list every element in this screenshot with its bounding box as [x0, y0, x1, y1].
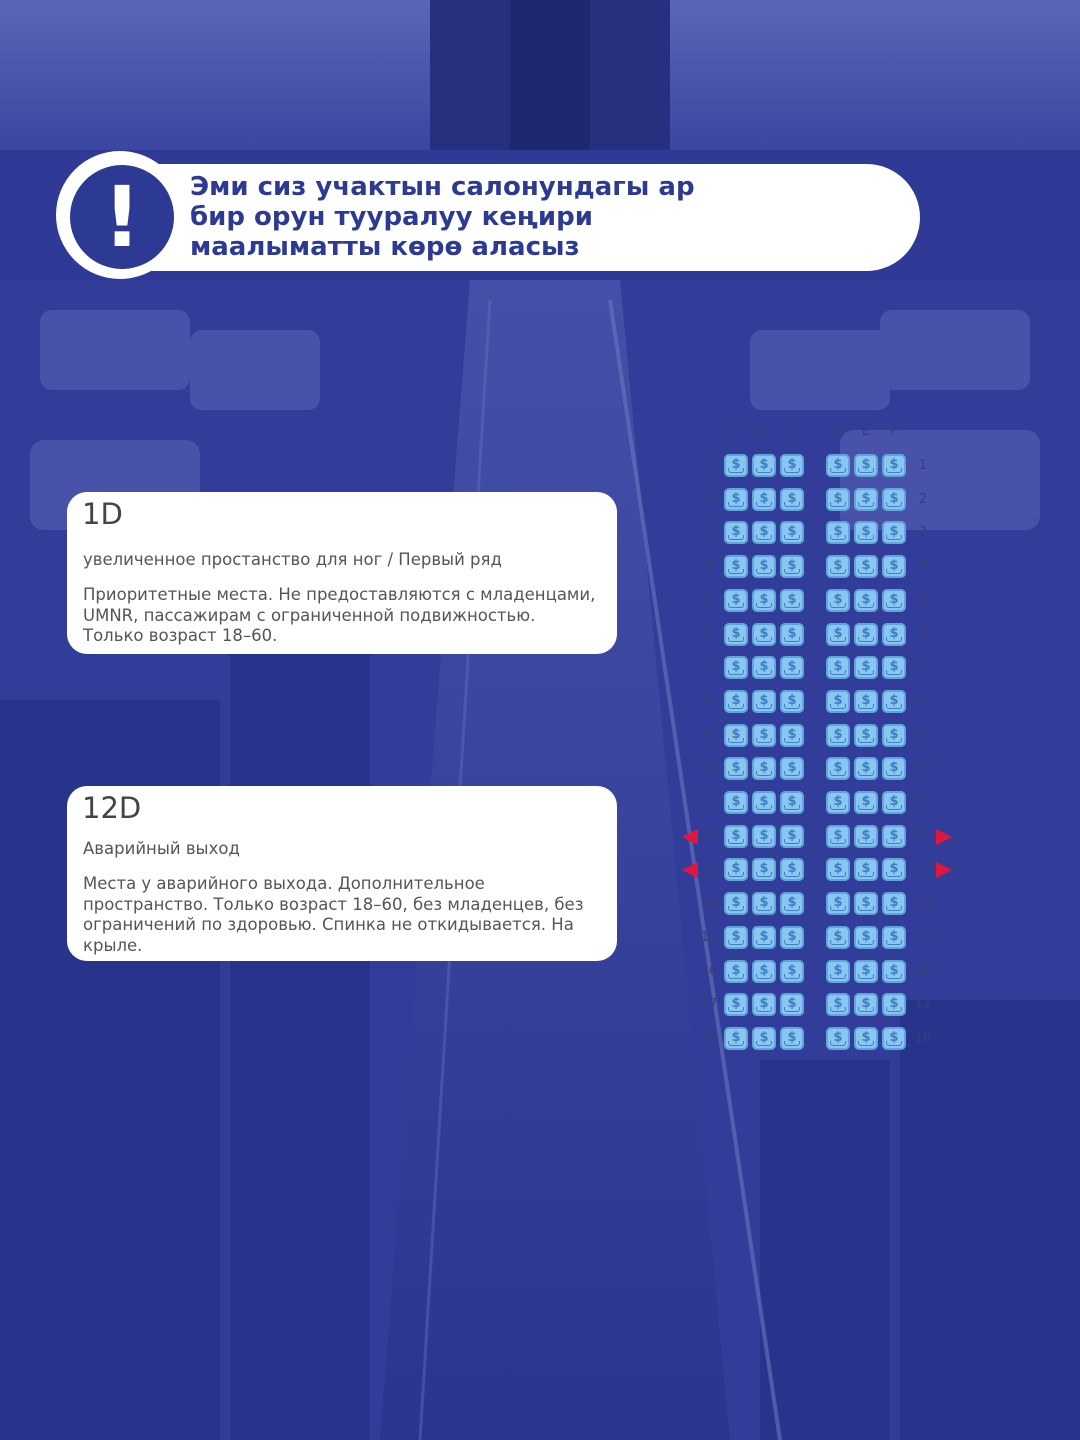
seat-2b[interactable] [752, 488, 776, 511]
paid-seat-icon: $ [731, 794, 741, 809]
paid-seat-icon: $ [889, 962, 899, 978]
paid-seat-icon: $ [759, 558, 769, 574]
seat-5f[interactable] [882, 589, 906, 612]
paid-seat-icon: $ [889, 996, 899, 1012]
paid-seat-icon: $ [861, 558, 871, 574]
seat-10a[interactable] [724, 757, 748, 780]
paid-seat-icon: $ [731, 591, 741, 607]
paid-seat-icon: $ [759, 457, 769, 472]
paid-seat-icon: $ [889, 524, 899, 540]
paid-seat-icon: $ [787, 996, 797, 1012]
paid-seat-icon: $ [731, 895, 741, 911]
paid-seat-icon: $ [833, 895, 843, 911]
row-number-left: 3 [704, 525, 714, 541]
seat-16f[interactable] [882, 960, 906, 983]
seat-1e[interactable] [854, 454, 878, 477]
row-number-left: 9 [704, 727, 714, 743]
seat-14f[interactable] [882, 892, 906, 915]
seat-8d[interactable] [826, 690, 850, 713]
paid-seat-icon: $ [731, 457, 741, 472]
paid-seat-icon: $ [759, 760, 769, 776]
seat-2f[interactable] [882, 488, 906, 511]
paid-seat-icon: $ [759, 861, 769, 877]
seat-17e[interactable] [854, 993, 878, 1016]
column-letter-d: D [832, 424, 843, 439]
paid-seat-icon: $ [861, 524, 871, 540]
paid-seat-icon: $ [787, 457, 797, 472]
paid-seat-icon: $ [833, 962, 843, 978]
card-seat-number: 12D [82, 791, 142, 825]
row-number-left: 17 [700, 997, 718, 1013]
seat-18d[interactable] [826, 1027, 850, 1050]
column-letter-c: C [787, 424, 797, 439]
paid-seat-icon: $ [833, 1029, 843, 1045]
paid-seat-icon: $ [787, 591, 797, 607]
paid-seat-icon: $ [731, 827, 741, 843]
seat-5b[interactable] [752, 589, 776, 612]
paid-seat-icon: $ [833, 490, 843, 506]
seat-18f[interactable] [882, 1027, 906, 1050]
seat-map [660, 420, 980, 1060]
seat-1b[interactable] [752, 454, 776, 477]
card-desc-line: крыле. [83, 935, 143, 955]
seat-1f[interactable] [882, 454, 906, 477]
row-number-left: 15 [700, 929, 718, 945]
seat-6d[interactable] [826, 623, 850, 646]
paid-seat-icon: $ [861, 457, 871, 472]
paid-seat-icon: $ [889, 861, 899, 877]
paid-seat-icon: $ [759, 1029, 769, 1045]
paid-seat-icon: $ [787, 928, 797, 944]
paid-seat-icon: $ [787, 760, 797, 776]
row-number-right: 18 [914, 1030, 932, 1046]
seat-12f[interactable] [882, 825, 906, 848]
seat-5c[interactable] [780, 589, 804, 612]
paid-seat-icon: $ [787, 861, 797, 877]
seat-16c[interactable] [780, 960, 804, 983]
seat-3b[interactable] [752, 521, 776, 544]
seat-16a[interactable] [724, 960, 748, 983]
row-number-right: 11 [914, 795, 932, 810]
row-number-left: 10 [700, 761, 718, 777]
card-desc-line: пространство. Только возраст 18–60, без младенцев, без [83, 894, 584, 914]
row-number-right: 15 [914, 929, 932, 945]
paid-seat-icon: $ [731, 659, 741, 675]
seat-7d[interactable] [826, 656, 850, 679]
paid-seat-icon: $ [731, 962, 741, 978]
card-seat-number: 1D [82, 497, 123, 531]
seat-7b[interactable] [752, 656, 776, 679]
row-number-right: 5 [918, 592, 928, 608]
seat-4d[interactable] [826, 555, 850, 578]
paid-seat-icon: $ [759, 659, 769, 675]
seat-info-card-12d [67, 786, 617, 961]
paid-seat-icon: $ [787, 895, 797, 911]
column-letter-f: F [890, 424, 898, 439]
seat-4c[interactable] [780, 555, 804, 578]
paid-seat-icon: $ [861, 996, 871, 1012]
seat-13d[interactable] [826, 858, 850, 881]
seat-15c[interactable] [780, 926, 804, 949]
seat-7a[interactable] [724, 656, 748, 679]
seat-11d[interactable] [826, 791, 850, 814]
seat-2d[interactable] [826, 488, 850, 511]
card-description [83, 874, 608, 956]
row-number-left: 14 [700, 896, 718, 912]
paid-seat-icon: $ [759, 490, 769, 506]
exit-arrow-left-icon [682, 862, 698, 878]
paid-seat-icon: $ [889, 760, 899, 776]
paid-seat-icon: $ [861, 1029, 871, 1045]
paid-seat-icon: $ [833, 659, 843, 675]
paid-seat-icon: $ [861, 490, 871, 506]
seat-18b[interactable] [752, 1027, 776, 1050]
card-desc-line: UMNR, пассажирам с ограниченной подвижностью. [83, 605, 536, 625]
paid-seat-icon: $ [759, 962, 769, 978]
paid-seat-icon: $ [833, 558, 843, 574]
paid-seat-icon: $ [889, 1029, 899, 1045]
column-letter-b: B [759, 424, 769, 439]
seat-9e[interactable] [854, 724, 878, 747]
seat-11a[interactable] [724, 791, 748, 814]
paid-seat-icon: $ [833, 457, 843, 472]
row-number-right: 4 [918, 559, 928, 575]
seat-15b[interactable] [752, 926, 776, 949]
row-number-left: 8 [704, 693, 714, 709]
row-number-left: 7 [704, 660, 714, 676]
paid-seat-icon: $ [889, 794, 899, 809]
paid-seat-icon: $ [731, 928, 741, 944]
seat-9f[interactable] [882, 724, 906, 747]
card-desc-line: ограничений по здоровью. Спинка не откидывается. На [83, 915, 574, 934]
seat-15e[interactable] [854, 926, 878, 949]
paid-seat-icon: $ [759, 625, 769, 641]
seat-18c[interactable] [780, 1027, 804, 1050]
seat-12e[interactable] [854, 825, 878, 848]
paid-seat-icon: $ [861, 827, 871, 843]
paid-seat-icon: $ [759, 996, 769, 1012]
seat-7f[interactable] [882, 656, 906, 679]
seat-3e[interactable] [854, 521, 878, 544]
seat-17d[interactable] [826, 993, 850, 1016]
paid-seat-icon: $ [787, 558, 797, 574]
seat-13c[interactable] [780, 858, 804, 881]
seat-14e[interactable] [854, 892, 878, 915]
seat-12b[interactable] [752, 825, 776, 848]
seat-17b[interactable] [752, 993, 776, 1016]
seat-17f[interactable] [882, 993, 906, 1016]
paid-seat-icon: $ [889, 591, 899, 607]
paid-seat-icon: $ [759, 591, 769, 607]
paid-seat-icon: $ [861, 659, 871, 675]
seat-2e[interactable] [854, 488, 878, 511]
card-desc-line: Приоритетные места. Не предоставляются с младенцами, [83, 585, 596, 604]
row-number-right: 7 [918, 660, 928, 676]
seat-8e[interactable] [854, 690, 878, 713]
paid-seat-icon: $ [787, 625, 797, 641]
exclamation-icon: ! [102, 168, 142, 266]
seat-14b[interactable] [752, 892, 776, 915]
paid-seat-icon: $ [731, 524, 741, 540]
paid-seat-icon: $ [731, 692, 741, 708]
paid-seat-icon: $ [731, 558, 741, 574]
seat-4a[interactable] [724, 555, 748, 578]
seat-5e[interactable] [854, 589, 878, 612]
banner-line-2: бир орун тууралуу кеңири [190, 202, 593, 232]
seat-4e[interactable] [854, 555, 878, 578]
paid-seat-icon: $ [759, 928, 769, 944]
paid-seat-icon: $ [731, 996, 741, 1012]
paid-seat-icon: $ [889, 490, 899, 506]
row-number-right: 16 [914, 963, 932, 979]
seat-8f[interactable] [882, 690, 906, 713]
paid-seat-icon: $ [889, 625, 899, 641]
seat-9b[interactable] [752, 724, 776, 747]
seat-12c[interactable] [780, 825, 804, 848]
seat-17c[interactable] [780, 993, 804, 1016]
seat-1c[interactable] [780, 454, 804, 477]
paid-seat-icon: $ [833, 861, 843, 877]
paid-seat-icon: $ [731, 861, 741, 877]
row-number-right: 8 [918, 693, 928, 709]
paid-seat-icon: $ [889, 895, 899, 911]
seat-3a[interactable] [724, 521, 748, 544]
seat-8b[interactable] [752, 690, 776, 713]
seat-3f[interactable] [882, 521, 906, 544]
paid-seat-icon: $ [889, 558, 899, 574]
paid-seat-icon: $ [833, 692, 843, 708]
seat-8a[interactable] [724, 690, 748, 713]
seat-6a[interactable] [724, 623, 748, 646]
row-number-right: 10 [914, 761, 932, 777]
banner-text [190, 172, 910, 262]
exit-arrow-right-icon [936, 829, 952, 845]
paid-seat-icon: $ [889, 457, 899, 472]
seat-11e[interactable] [854, 791, 878, 814]
seat-9a[interactable] [724, 724, 748, 747]
row-number-left: 11 [700, 795, 718, 810]
row-number-left: 1 [704, 458, 714, 473]
seat-15a[interactable] [724, 926, 748, 949]
paid-seat-icon: $ [833, 760, 843, 776]
seat-10c[interactable] [780, 757, 804, 780]
seat-6f[interactable] [882, 623, 906, 646]
seat-17a[interactable] [724, 993, 748, 1016]
seat-6b[interactable] [752, 623, 776, 646]
seat-5a[interactable] [724, 589, 748, 612]
seat-9c[interactable] [780, 724, 804, 747]
row-number-right: 9 [918, 727, 928, 743]
seat-11b[interactable] [752, 791, 776, 814]
paid-seat-icon: $ [833, 928, 843, 944]
paid-seat-icon: $ [833, 524, 843, 540]
seat-3c[interactable] [780, 521, 804, 544]
row-number-right: 17 [914, 997, 932, 1013]
paid-seat-icon: $ [787, 827, 797, 843]
seat-3d[interactable] [826, 521, 850, 544]
seat-16d[interactable] [826, 960, 850, 983]
seat-12d[interactable] [826, 825, 850, 848]
seat-18a[interactable] [724, 1027, 748, 1050]
seat-7e[interactable] [854, 656, 878, 679]
paid-seat-icon: $ [787, 659, 797, 675]
paid-seat-icon: $ [759, 827, 769, 843]
card-subtitle: увеличенное простанство для ног / Первый ряд [83, 550, 502, 569]
seat-8c[interactable] [780, 690, 804, 713]
seat-info-card-1d [67, 492, 617, 654]
paid-seat-icon: $ [861, 928, 871, 944]
seat-18e[interactable] [854, 1027, 878, 1050]
paid-seat-icon: $ [731, 1029, 741, 1045]
paid-seat-icon: $ [889, 726, 899, 742]
card-description [83, 585, 608, 647]
seat-6e[interactable] [854, 623, 878, 646]
seat-9d[interactable] [826, 724, 850, 747]
paid-seat-icon: $ [787, 692, 797, 708]
seat-16b[interactable] [752, 960, 776, 983]
row-number-left: 4 [704, 559, 714, 575]
row-number-left: 13 [700, 862, 718, 878]
row-number-right: 1 [918, 458, 928, 473]
row-number-right: 2 [918, 491, 928, 507]
seat-5d[interactable] [826, 589, 850, 612]
seat-4f[interactable] [882, 555, 906, 578]
seat-10b[interactable] [752, 757, 776, 780]
paid-seat-icon: $ [787, 524, 797, 540]
seat-13a[interactable] [724, 858, 748, 881]
card-desc-line: Места у аварийного выхода. Дополнительное [83, 874, 485, 893]
paid-seat-icon: $ [889, 827, 899, 843]
paid-seat-icon: $ [861, 625, 871, 641]
seat-6c[interactable] [780, 623, 804, 646]
paid-seat-icon: $ [759, 726, 769, 742]
seat-10d[interactable] [826, 757, 850, 780]
exit-arrow-right-icon [936, 862, 952, 878]
paid-seat-icon: $ [861, 726, 871, 742]
row-number-left: 12 [700, 828, 718, 844]
paid-seat-icon: $ [889, 928, 899, 944]
paid-seat-icon: $ [833, 726, 843, 742]
paid-seat-icon: $ [731, 726, 741, 742]
card-desc-line: Только возраст 18–60. [83, 626, 278, 645]
paid-seat-icon: $ [833, 827, 843, 843]
seat-13f[interactable] [882, 858, 906, 881]
row-number-right: 3 [918, 525, 928, 541]
seat-12a[interactable] [724, 825, 748, 848]
row-number-left: 2 [704, 491, 714, 507]
paid-seat-icon: $ [833, 794, 843, 809]
paid-seat-icon: $ [787, 1029, 797, 1045]
seat-14a[interactable] [724, 892, 748, 915]
paid-seat-icon: $ [787, 490, 797, 506]
paid-seat-icon: $ [731, 625, 741, 641]
seat-7c[interactable] [780, 656, 804, 679]
row-number-right: 13 [914, 862, 932, 878]
seat-16e[interactable] [854, 960, 878, 983]
column-letter-e: E [861, 424, 871, 439]
seat-2c[interactable] [780, 488, 804, 511]
exit-arrow-left-icon [682, 829, 698, 845]
paid-seat-icon: $ [861, 962, 871, 978]
seat-10f[interactable] [882, 757, 906, 780]
paid-seat-icon: $ [731, 760, 741, 776]
seat-4b[interactable] [752, 555, 776, 578]
paid-seat-icon: $ [889, 659, 899, 675]
paid-seat-icon: $ [787, 962, 797, 978]
paid-seat-icon: $ [759, 524, 769, 540]
seat-14c[interactable] [780, 892, 804, 915]
seat-14d[interactable] [826, 892, 850, 915]
row-number-right: 14 [914, 896, 932, 912]
paid-seat-icon: $ [861, 895, 871, 911]
paid-seat-icon: $ [889, 692, 899, 708]
row-number-left: 6 [704, 626, 714, 642]
seat-13b[interactable] [752, 858, 776, 881]
paid-seat-icon: $ [759, 895, 769, 911]
seat-11c[interactable] [780, 791, 804, 814]
seat-1a[interactable] [724, 454, 748, 477]
row-number-left: 5 [704, 592, 714, 608]
paid-seat-icon: $ [833, 996, 843, 1012]
paid-seat-icon: $ [861, 760, 871, 776]
paid-seat-icon: $ [861, 692, 871, 708]
banner-line-1: Эми сиз учактын салонундагы ар [190, 172, 695, 202]
alert-circle [70, 165, 174, 269]
row-number-left: 16 [700, 963, 718, 979]
paid-seat-icon: $ [861, 591, 871, 607]
paid-seat-icon: $ [833, 625, 843, 641]
column-letter-a: A [731, 424, 741, 439]
seat-10e[interactable] [854, 757, 878, 780]
paid-seat-icon: $ [731, 490, 741, 506]
paid-seat-icon: $ [787, 794, 797, 809]
card-subtitle: Аварийный выход [83, 839, 240, 858]
seat-2a[interactable] [724, 488, 748, 511]
seat-1d[interactable] [826, 454, 850, 477]
row-number-right: 12 [914, 828, 932, 844]
paid-seat-icon: $ [787, 726, 797, 742]
seat-15d[interactable] [826, 926, 850, 949]
paid-seat-icon: $ [861, 861, 871, 877]
paid-seat-icon: $ [833, 591, 843, 607]
banner-line-3: маалыматты көрө аласыз [190, 232, 580, 262]
seat-15f[interactable] [882, 926, 906, 949]
row-number-right: 6 [918, 626, 928, 642]
seat-13e[interactable] [854, 858, 878, 881]
paid-seat-icon: $ [759, 794, 769, 809]
row-number-left: 18 [700, 1030, 718, 1046]
paid-seat-icon: $ [861, 794, 871, 809]
paid-seat-icon: $ [759, 692, 769, 708]
seat-11f[interactable] [882, 791, 906, 814]
